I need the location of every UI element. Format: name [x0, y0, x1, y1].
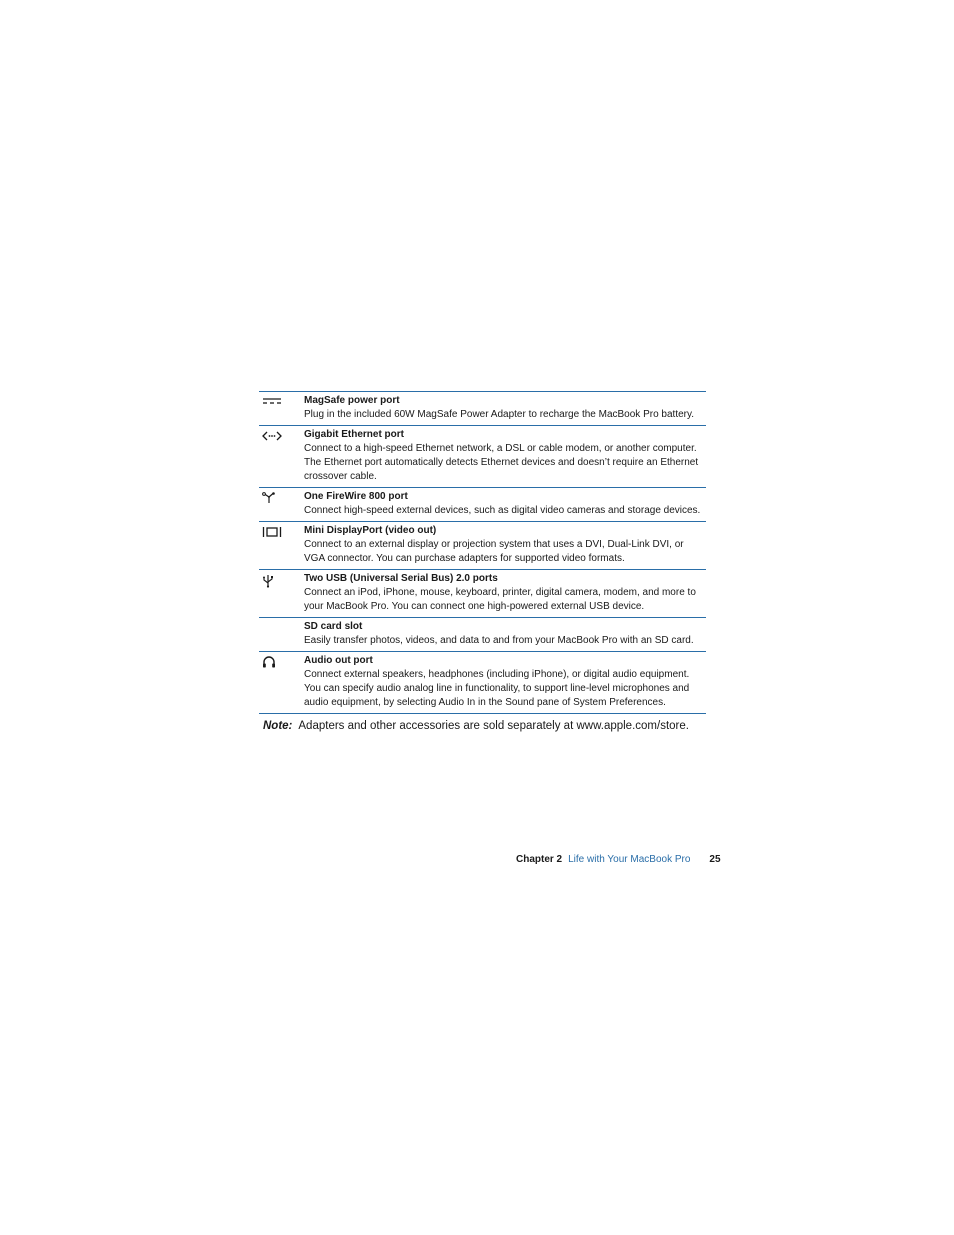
port-text	[304, 654, 706, 710]
port-text	[304, 490, 706, 518]
note	[263, 718, 689, 734]
port-text	[304, 428, 706, 484]
port-row-magsafe	[259, 392, 706, 426]
port-row-sd-card	[259, 618, 706, 652]
port-row-audio-out	[259, 652, 706, 714]
usb-icon	[259, 572, 304, 586]
port-description: Easily transfer photos, videos, and data to and from your MacBook Pro with an SD card.	[304, 635, 694, 646]
footer-chapter-title: Life with Your MacBook Pro	[568, 854, 691, 865]
port-icon-empty	[259, 620, 304, 634]
note-label: Note:	[263, 720, 293, 732]
port-title: Gigabit Ethernet port	[304, 429, 404, 440]
port-title: Two USB (Universal Serial Bus) 2.0 ports	[304, 573, 498, 584]
port-row-ethernet	[259, 426, 706, 488]
port-title: Mini DisplayPort (video out)	[304, 525, 437, 536]
note-text: Adapters and other accessories are sold separately at www.apple.com/store.	[298, 720, 689, 732]
headphones-icon	[259, 654, 304, 668]
port-text	[304, 524, 706, 566]
port-row-firewire	[259, 488, 706, 522]
port-row-usb	[259, 570, 706, 618]
firewire-icon	[259, 490, 304, 504]
port-text	[304, 394, 706, 422]
port-description: Plug in the included 60W MagSafe Power Adapter to recharge the MacBook Pro battery.	[304, 409, 695, 420]
footer-chapter: Chapter 2	[516, 854, 563, 865]
port-description: Connect an iPod, iPhone, mouse, keyboard, printer, digital camera, modem, and more to your MacBook Pro. You can connect one high-powered external USB device.	[304, 587, 696, 612]
port-description: Connect to an external display or projection system that uses a DVI, Dual-Link DVI, or VGA connector. You can purchase adapters for supported video formats.	[304, 539, 684, 564]
magsafe-power-icon	[259, 394, 304, 408]
port-row-displayport	[259, 522, 706, 570]
ethernet-icon	[259, 428, 304, 442]
port-description: Connect high-speed external devices, such as digital video cameras and storage devices.	[304, 505, 701, 516]
port-text	[304, 572, 706, 614]
port-title: SD card slot	[304, 621, 363, 632]
ports-table	[259, 391, 706, 714]
port-title: Audio out port	[304, 655, 373, 666]
page-number: 25	[709, 854, 721, 865]
port-title: One FireWire 800 port	[304, 491, 408, 502]
port-description: Connect to a high-speed Ethernet network, a DSL or cable modem, or another computer. The Ethernet port automatically detects Ethernet devices and doesn’t require an Ethernet crossover cable.	[304, 443, 699, 482]
port-title: MagSafe power port	[304, 395, 400, 406]
displayport-icon	[259, 524, 304, 538]
port-description: Connect external speakers, headphones (including iPhone), or digital audio equipment. You can specify audio analog line in functionality, to support line-level microphones and audio equipment, by selecting Audio In in the Sound pane of System Preferences.	[304, 669, 690, 708]
port-text	[304, 620, 706, 648]
page-footer	[516, 853, 721, 867]
